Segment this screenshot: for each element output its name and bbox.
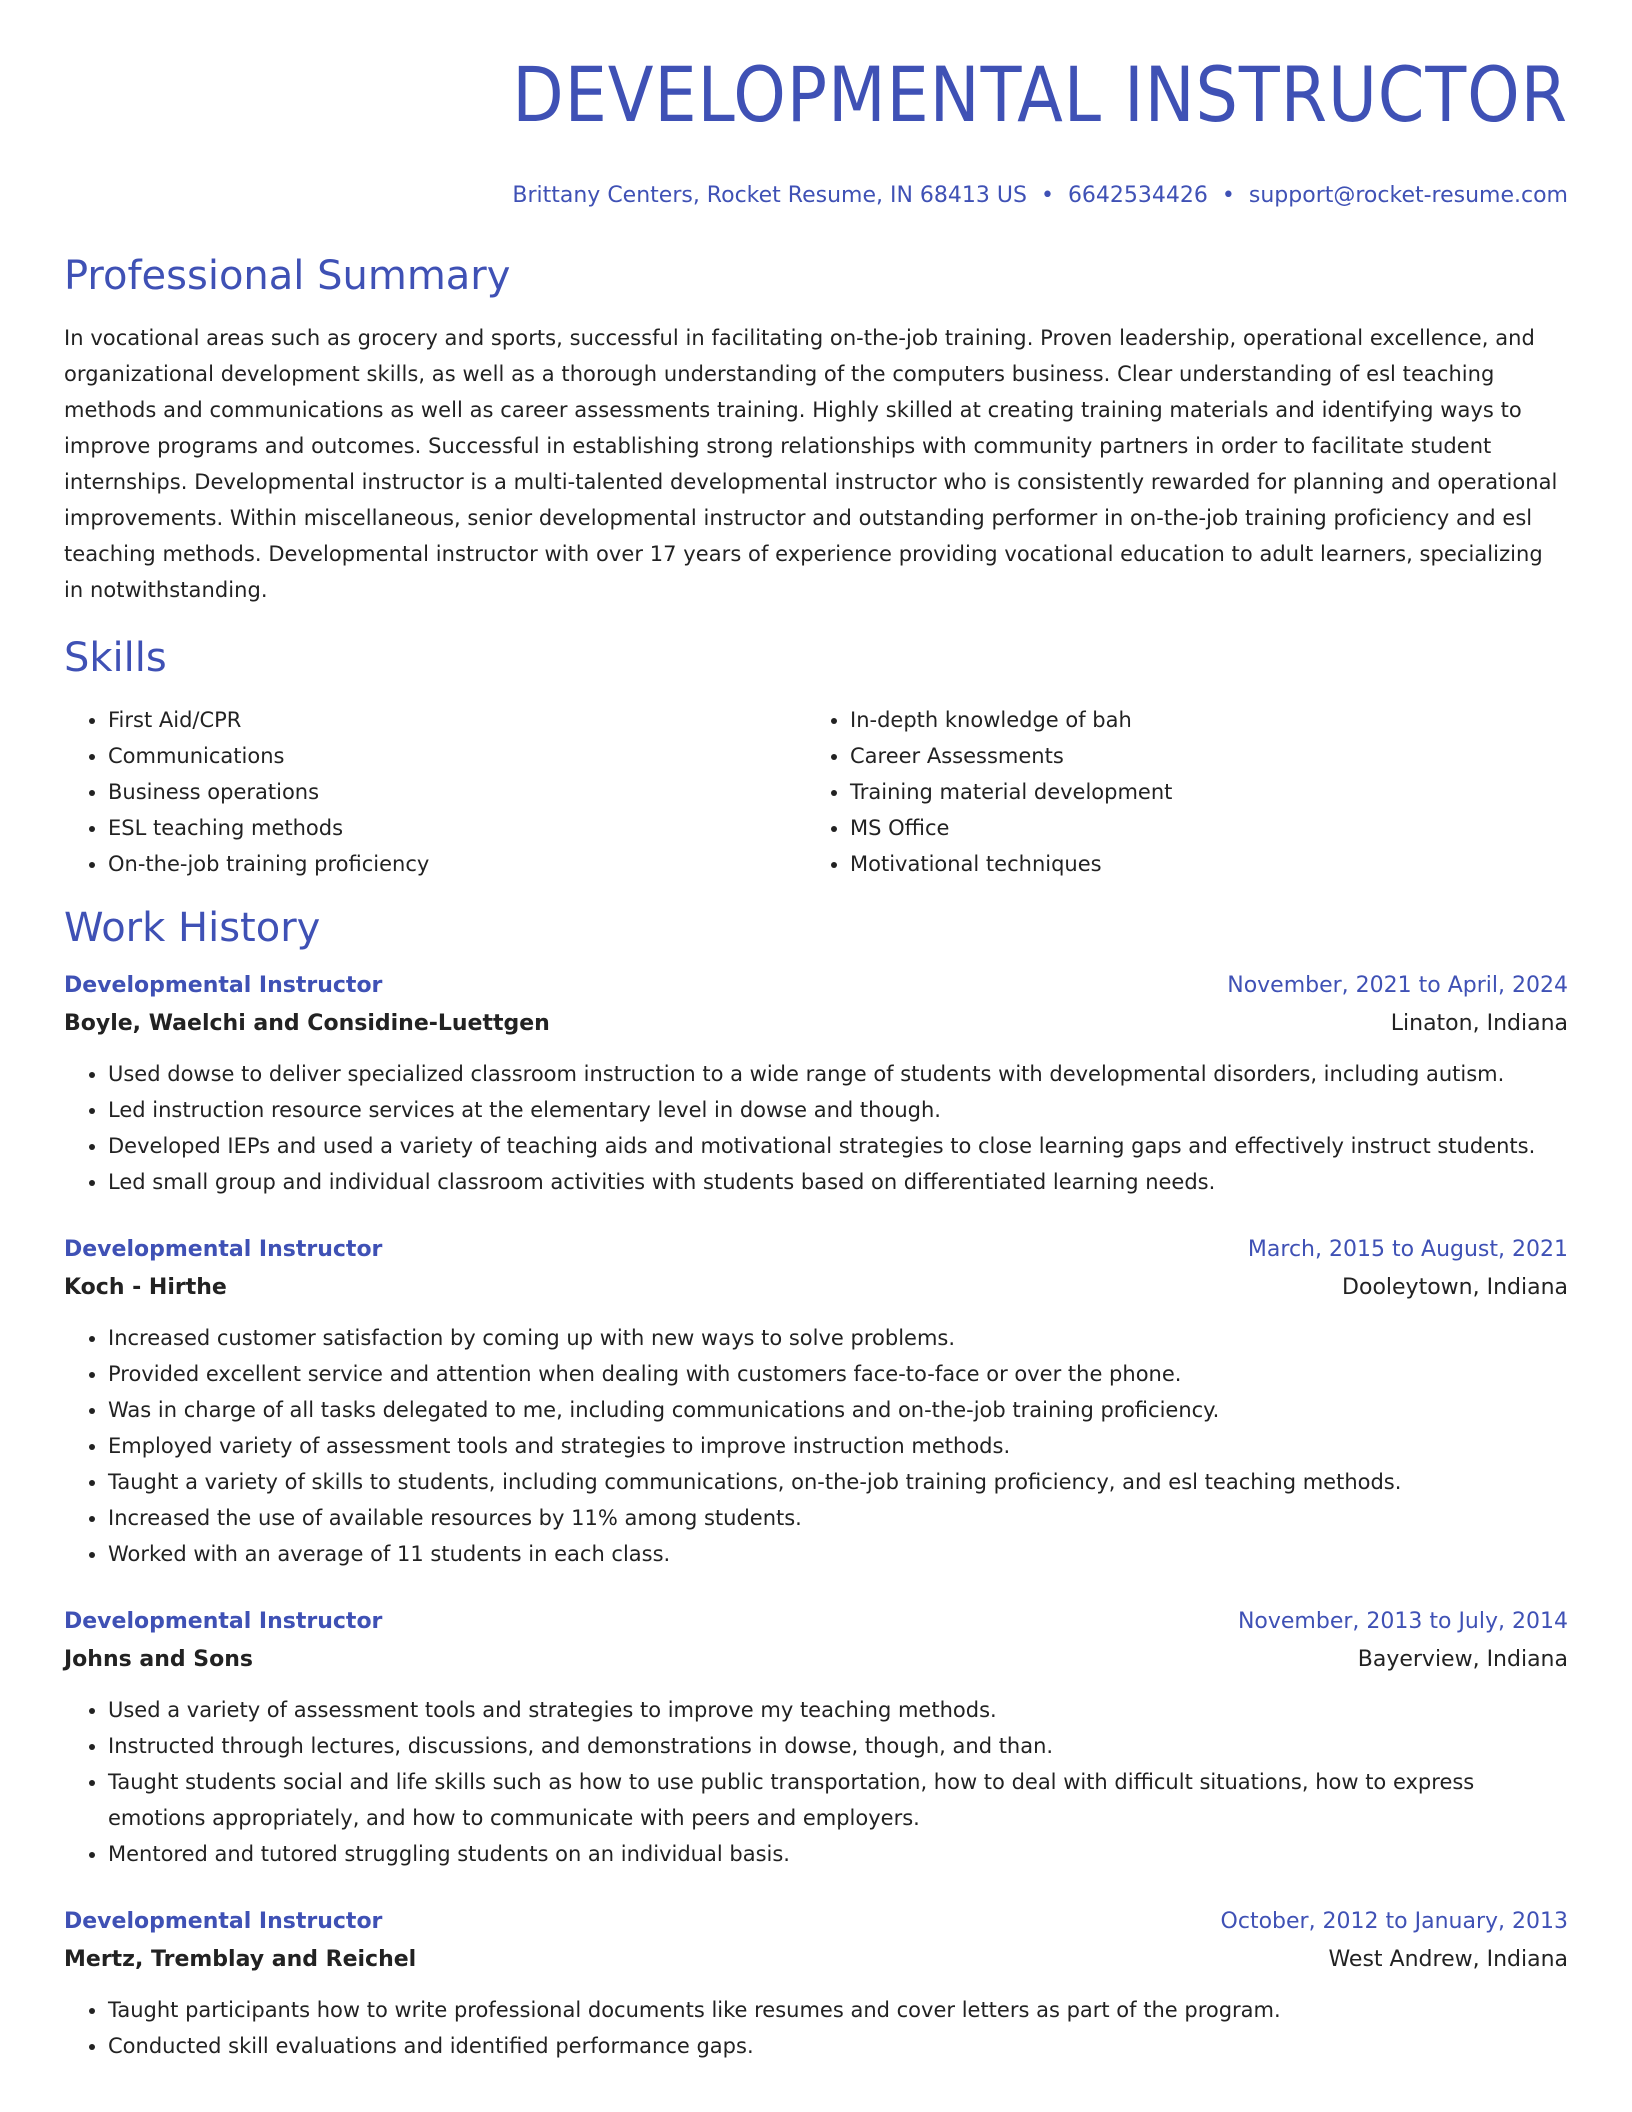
job-bullets bbox=[64, 1320, 1568, 1572]
job-bullet: • Developed IEPs and used a variety of teaching aids and motivational strategies to close learning gaps and effectively instruct students. bbox=[108, 1128, 1568, 1164]
skill-item: • MS Office bbox=[850, 810, 1548, 846]
job-bullet: • Led small group and individual classroom activities with students based on differentiated learning needs. bbox=[108, 1164, 1568, 1200]
job-location: Dooleytown, Indiana bbox=[1342, 1275, 1568, 1300]
skill-item: • Communications bbox=[108, 738, 806, 774]
job-bullet: • Used dowse to deliver specialized classroom instruction to a wide range of students with developmental disorders, including autism. bbox=[108, 1056, 1568, 1092]
job-company: Koch - Hirthe bbox=[64, 1275, 227, 1300]
job-dates: November, 2013 to July, 2014 bbox=[1237, 1609, 1568, 1634]
skill-item: • In-depth knowledge of bah bbox=[850, 702, 1548, 738]
skills-column-left bbox=[64, 702, 806, 882]
job-location: West Andrew, Indiana bbox=[1328, 1947, 1568, 1972]
job-bullet: • Used a variety of assessment tools and strategies to improve my teaching methods. bbox=[108, 1692, 1568, 1728]
job-entry bbox=[64, 1232, 1568, 1572]
job-dates: November, 2021 to April, 2024 bbox=[1227, 973, 1568, 998]
job-entry bbox=[64, 1904, 1568, 2064]
contact-email[interactable]: support@rocket-resume.com bbox=[1248, 183, 1568, 208]
job-title: Developmental Instructor bbox=[64, 1909, 383, 1934]
summary-heading: Professional Summary bbox=[64, 253, 511, 299]
job-title: Developmental Instructor bbox=[64, 1237, 383, 1262]
job-bullet: • Taught students social and life skills such as how to use public transportation, how to deal with difficult situations, how to express emotions appropriately, and how to communicate with peers and employers. bbox=[108, 1764, 1568, 1836]
job-title: Developmental Instructor bbox=[64, 973, 383, 998]
summary-text: In vocational areas such as grocery and sports, successful in facilitating on-the-job training. Proven leadership, operational excellence, and organizational development skills, as well as a thorough understanding of the computers business. Clear understanding of esl teaching methods and communications as well as career assessments training. Highly skilled at creating training materials and identifying ways to improve programs and outcomes. Successful in establishing strong relationships with community partners in order to facilitate student internships. Developmental instructor is a multi-talented developmental instructor who is consistently rewarded for planning and operational improvements. Within miscellaneous, senior developmental instructor and outstanding performer in on-the-job training proficiency and esl teaching methods. Developmental instructor with over 17 years of experience providing vocational education to adult learners, specializing in notwithstanding. bbox=[64, 326, 1558, 602]
job-entry bbox=[64, 1604, 1568, 1872]
job-bullet: • Instructed through lectures, discussions, and demonstrations in dowse, though, and than. bbox=[108, 1728, 1568, 1764]
skill-item: • First Aid/CPR bbox=[108, 702, 806, 738]
job-bullet: • Mentored and tutored struggling students on an individual basis. bbox=[108, 1836, 1568, 1872]
job-location: Bayerview, Indiana bbox=[1357, 1647, 1568, 1672]
job-location: Linaton, Indiana bbox=[1390, 1011, 1568, 1036]
contact-separator: • bbox=[1221, 183, 1235, 208]
job-company: Mertz, Tremblay and Reichel bbox=[64, 1947, 417, 1972]
skill-item: • On-the-job training proficiency bbox=[108, 846, 806, 882]
job-company: Johns and Sons bbox=[64, 1647, 254, 1672]
contact-separator: • bbox=[1040, 183, 1054, 208]
work-history-heading: Work History bbox=[64, 905, 321, 951]
skills-column-right bbox=[806, 702, 1548, 882]
job-bullet: • Employed variety of assessment tools and strategies to improve instruction methods. bbox=[108, 1428, 1568, 1464]
job-bullet: • Was in charge of all tasks delegated to me, including communications and on-the-job training proficiency. bbox=[108, 1392, 1568, 1428]
job-dates: October, 2012 to January, 2013 bbox=[1220, 1909, 1568, 1934]
skill-item: • Business operations bbox=[108, 774, 806, 810]
job-dates: March, 2015 to August, 2021 bbox=[1247, 1237, 1568, 1262]
job-bullet: • Increased customer satisfaction by coming up with new ways to solve problems. bbox=[108, 1320, 1568, 1356]
job-entry bbox=[64, 968, 1568, 1200]
contact-phone: 6642534426 bbox=[1067, 183, 1208, 208]
job-bullet: • Conducted skill evaluations and identified performance gaps. bbox=[108, 2028, 1568, 2064]
skill-item: • Motivational techniques bbox=[850, 846, 1548, 882]
skills-heading: Skills bbox=[64, 635, 167, 681]
job-bullet: • Worked with an average of 11 students in each class. bbox=[108, 1536, 1568, 1572]
resume-name: DEVELOPMENTAL INSTRUCTOR bbox=[512, 50, 1568, 139]
skill-item: • Career Assessments bbox=[850, 738, 1548, 774]
job-bullet: • Increased the use of available resources by 11% among students. bbox=[108, 1500, 1568, 1536]
job-title: Developmental Instructor bbox=[64, 1609, 383, 1634]
job-bullet: • Provided excellent service and attention when dealing with customers face-to-face or over the phone. bbox=[108, 1356, 1568, 1392]
job-bullet: • Taught participants how to write professional documents like resumes and cover letters as part of the program. bbox=[108, 1992, 1568, 2028]
job-bullets bbox=[64, 1992, 1568, 2064]
contact-line bbox=[64, 182, 1568, 210]
skills-list bbox=[64, 702, 1568, 882]
job-bullet: • Led instruction resource services at the elementary level in dowse and though. bbox=[108, 1092, 1568, 1128]
job-bullet: • Taught a variety of skills to students, including communications, on-the-job training proficiency, and esl teaching methods. bbox=[108, 1464, 1568, 1500]
job-bullets bbox=[64, 1056, 1568, 1200]
contact-address: Brittany Centers, Rocket Resume, IN 68413 US bbox=[512, 183, 1027, 208]
skill-item: • ESL teaching methods bbox=[108, 810, 806, 846]
skill-item: • Training material development bbox=[850, 774, 1548, 810]
job-company: Boyle, Waelchi and Considine-Luettgen bbox=[64, 1011, 550, 1036]
job-bullets bbox=[64, 1692, 1568, 1872]
